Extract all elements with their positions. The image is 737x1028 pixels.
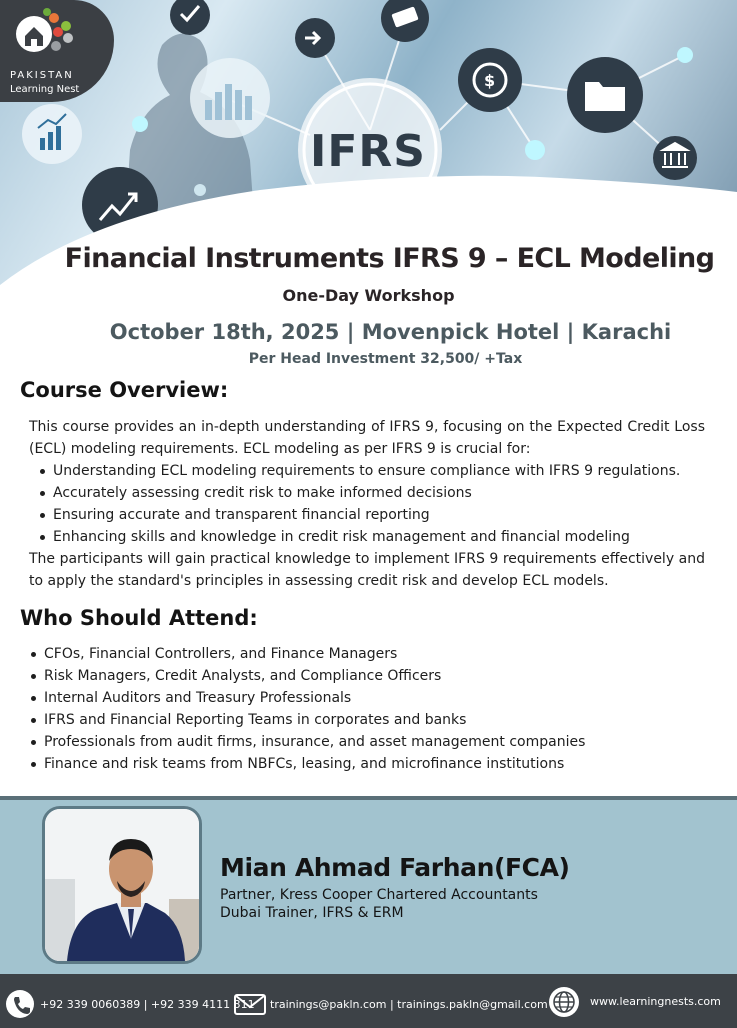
trainer-photo	[42, 806, 202, 964]
phone-icon	[6, 990, 34, 1018]
list-item: Professionals from audit firms, insurance, and asset management companies	[28, 731, 718, 753]
list-item: Enhancing skills and knowledge in credit risk management and financial modeling	[37, 526, 727, 548]
footer-website[interactable]: www.learningnests.com	[590, 995, 721, 1008]
page-title: Financial Instruments IFRS 9 – ECL Modeling	[64, 243, 715, 274]
list-item: Finance and risk teams from NBFCs, leasing, and microfinance institutions	[28, 753, 718, 775]
page-subtitle: One-Day Workshop	[282, 286, 455, 305]
footer-email: trainings@pakln.com | trainings.pakln@gmail.com	[270, 998, 548, 1011]
list-item: Risk Managers, Credit Analysts, and Compliance Officers	[28, 665, 718, 687]
trainer-portrait-icon	[45, 809, 199, 961]
trainer-role-secondary: Dubai Trainer, IFRS & ERM	[220, 905, 404, 921]
overview-list	[37, 460, 727, 548]
attend-list	[28, 643, 718, 775]
price-line: Per Head Investment 32,500/ +Tax	[248, 351, 523, 367]
footer-phone: +92 339 0060389 | +92 339 4111 311	[40, 998, 255, 1011]
overview-closing: The participants will gain practical knowledge to implement IFRS 9 requirements effectively and to apply the standard's principles in assessing credit risk and develop ECL models.	[29, 551, 705, 589]
list-item: Accurately assessing credit risk to make informed decisions	[37, 482, 727, 504]
globe-icon	[548, 986, 580, 1018]
ifrs-badge-text: IFRS	[310, 126, 426, 177]
overview-intro: This course provides an in-depth understanding of IFRS 9, focusing on the Expected Credit Loss (ECL) modeling requirements. ECL modeling as per IFRS 9 is crucial for:	[29, 419, 705, 457]
list-item: Understanding ECL modeling requirements to ensure compliance with IFRS 9 regulations.	[37, 460, 727, 482]
list-item: Internal Auditors and Treasury Professionals	[28, 687, 718, 709]
brand-name-line1: PAKISTAN	[10, 70, 74, 81]
overview-heading: Course Overview:	[20, 378, 229, 402]
brand-name-line2: Learning Nest	[10, 84, 80, 95]
trainer-role-primary: Partner, Kress Cooper Chartered Accountants	[220, 887, 538, 903]
list-item: CFOs, Financial Controllers, and Finance Managers	[28, 643, 718, 665]
svg-text:$: $	[484, 71, 496, 90]
attend-heading: Who Should Attend:	[20, 606, 258, 630]
list-item: IFRS and Financial Reporting Teams in corporates and banks	[28, 709, 718, 731]
event-details: October 18th, 2025 | Movenpick Hotel | Karachi	[109, 320, 672, 344]
list-item: Ensuring accurate and transparent financial reporting	[37, 504, 727, 526]
mail-icon	[234, 990, 266, 1018]
trainer-name: Mian Ahmad Farhan(FCA)	[220, 853, 570, 882]
contact-footer	[0, 974, 737, 1028]
logo-icon	[14, 6, 76, 60]
